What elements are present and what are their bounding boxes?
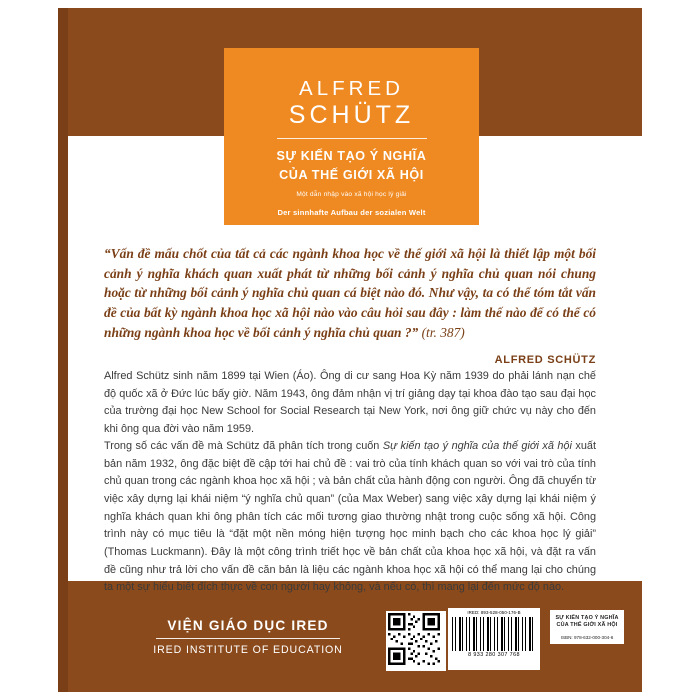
publisher-divider [156,638,340,639]
author-last-name: SCHÜTZ [288,100,415,129]
summary-part-1: Trong số các vấn đề mà Schütz đã phân tích trong cuốn [104,440,383,452]
ean-digits: 8 933 280 307 768 [468,652,520,658]
book-title-vn-line1: SỰ KIẾN TẠO Ý NGHĨA [276,149,427,164]
spine-isbn: ISBN: 978-632-000-304-6 [560,634,614,640]
bio-paragraph: Alfred Schütz sinh năm 1899 tại Wien (Áo). Ông di cư sang Hoa Kỳ năm 1939 do phải lánh nạn chế độ quốc xã ở Đức lúc bấy giờ. Năm 1943, ông đảm nhận vị trí giảng dạy tại khoa đào tạo sau đại học của trường đại học New School for Social Research tại New York, nơi ông giữ chức vụ này cho đến khi ông qua đời vào năm 1959. [104,370,596,435]
plate-divider [277,138,427,139]
summary-paragraph [104,438,596,597]
publisher-name-en: IRED INSTITUTE OF EDUCATION [153,644,343,656]
book-subtitle-vn: Một dẫn nhập vào xã hội học lý giải [296,190,407,198]
spine-title-line2: CỦA THẾ GIỚI XÃ HỘI [556,622,618,629]
book-cover [58,8,642,692]
pull-quote-text: “Vấn đề mấu chốt của tất cả các ngành khoa học về thế giới xã hội là thiết lập một bối cảnh ý nghĩa khách quan xuất phát từ những bối cảnh ý nghĩa chủ quan nói chung hoặc từ những bối cảnh ý nghĩa chủ quan cá biệt nào đó. Như vậy, ta có thể tóm tắt vấn đề của bất kỳ ngành khoa học xã hội nào vào câu hỏi sau đây : làm thế nào để có thể có những ngành khoa học về bối cảnh ý nghĩa chủ quan ?” [104,246,596,340]
spine-edge [58,8,68,692]
publisher-name-vn: VIỆN GIÁO DỤC IRED [167,618,329,633]
pull-quote-attribution: ALFRED SCHÜTZ [494,353,596,366]
summary-part-2: xuất bản năm 1932, ông đặc biệt đề cập tới hai chủ đề : vai trò của tính khách quan so với vai trò của tính chủ quan trong các ngành khoa học xã hội ; và bản chất của hành động con người. Ông đã chuyển từ việc xây dựng lại khái niệm “ý nghĩa chủ quan” (của Max Weber) sang việc xây dựng lại khái niệm ý nghĩa khách quan khi ông phân tích các mối tương giao thường nhật trong cuộc sống xã hội. Công trình này có mục tiêu là “đặt một nền móng hiện tượng học minh bạch cho các khoa học lý giải” (Thomas Luckmann). Đây là một công trình triết học về bản chất của khoa học xã hội, và đặt ra vấn đề cũng như trả lời cho vấn đề căn bản là liệu các ngành khoa học xã hội có thể mang lại cho chúng ta một sự hiểu biết đích thực về con người hay không, và nếu có, thì mang lại đến mức độ nào. [104,440,596,594]
summary-book-title-italic: Sự kiến tạo ý nghĩa của thế giới xã hội [382,440,572,452]
author-first-name: ALFRED [299,77,404,100]
qr-code-icon[interactable] [386,611,446,671]
spine-info-label [550,610,624,644]
pull-quote-page-ref: (tr. 387) [421,324,465,340]
pull-quote [104,244,596,368]
spine-title-line1: SỰ KIẾN TẠO Ý NGHĨA [555,615,619,621]
barcode-icon [452,617,536,651]
book-title-vn-line2: CỦA THẾ GIỚI XÃ HỘI [279,167,424,182]
ired-code: IRED: 893-528-050-176-B [467,610,521,615]
title-plate [224,48,479,225]
qr-code-svg [388,613,440,665]
publisher-block [98,618,398,656]
barcode-block [448,608,540,670]
book-title-de: Der sinnhafte Aufbau der sozialen Welt [277,207,426,217]
